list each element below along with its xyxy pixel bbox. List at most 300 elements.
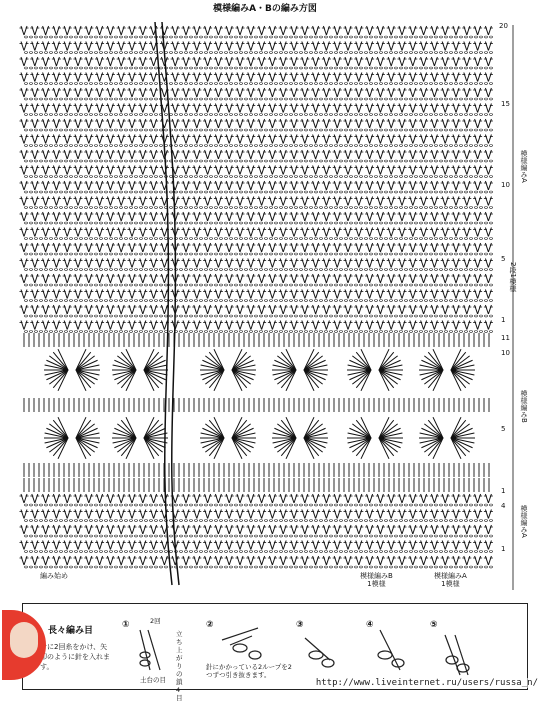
- chain-stitch: [85, 52, 88, 54]
- v-stitch: [95, 26, 104, 35]
- chain-stitch: [235, 98, 238, 100]
- chain-stitch: [315, 98, 318, 100]
- chain-stitch: [60, 98, 63, 100]
- chain-stitch: [490, 160, 493, 162]
- chain-stitch: [105, 129, 108, 131]
- v-stitch: [365, 73, 374, 82]
- chain-stitch: [195, 114, 198, 116]
- chain-stitch: [300, 145, 303, 147]
- chain-stitch: [440, 160, 443, 162]
- chain-stitch: [315, 67, 318, 69]
- chain-stitch: [225, 52, 228, 54]
- chain-stitch: [280, 114, 283, 116]
- chain-stitch: [410, 98, 413, 100]
- v-stitch: [408, 42, 417, 51]
- chain-stitch: [445, 114, 448, 116]
- chain-stitch: [370, 36, 373, 38]
- chain-stitch: [135, 83, 138, 85]
- chain-stitch: [340, 160, 343, 162]
- chain-stitch: [360, 160, 363, 162]
- chain-stitch: [400, 98, 403, 100]
- chain-stitch: [345, 36, 348, 38]
- v-stitch: [398, 88, 407, 97]
- chain-stitch: [435, 83, 438, 85]
- v-stitch: [376, 57, 385, 66]
- v-stitch: [333, 88, 342, 97]
- chain-stitch: [305, 52, 308, 54]
- v-stitch: [74, 42, 83, 51]
- chain-stitch: [240, 160, 243, 162]
- v-stitch: [106, 26, 115, 35]
- v-stitch: [30, 57, 39, 66]
- chain-stitch: [115, 83, 118, 85]
- v-stitch: [171, 119, 180, 128]
- v-stitch: [20, 166, 29, 175]
- v-stitch: [171, 26, 180, 35]
- chain-stitch: [45, 129, 48, 131]
- chain-stitch: [260, 98, 263, 100]
- chain-stitch: [45, 83, 48, 85]
- v-stitch: [95, 57, 104, 66]
- chain-stitch: [250, 83, 253, 85]
- chain-stitch: [230, 98, 233, 100]
- v-stitch: [117, 88, 126, 97]
- chain-stitch: [340, 129, 343, 131]
- chain-stitch: [150, 36, 153, 38]
- chain-stitch: [45, 114, 48, 116]
- chain-stitch: [355, 36, 358, 38]
- chain-stitch: [45, 145, 48, 147]
- chain-stitch: [200, 36, 203, 38]
- chain-stitch: [340, 67, 343, 69]
- chain-stitch: [415, 52, 418, 54]
- v-stitch: [106, 88, 115, 97]
- chain-stitch: [450, 98, 453, 100]
- v-stitch: [257, 57, 266, 66]
- chain-stitch: [265, 114, 268, 116]
- chain-stitch: [105, 67, 108, 69]
- chain-stitch: [145, 36, 148, 38]
- chain-stitch: [425, 129, 428, 131]
- chain-stitch: [250, 160, 253, 162]
- v-stitch: [192, 88, 201, 97]
- chain-stitch: [395, 52, 398, 54]
- chain-stitch: [330, 67, 333, 69]
- v-stitch: [171, 42, 180, 51]
- chain-stitch: [190, 67, 193, 69]
- v-stitch: [95, 119, 104, 128]
- v-stitch: [182, 119, 191, 128]
- v-stitch: [257, 135, 266, 144]
- v-stitch: [257, 104, 266, 113]
- chain-stitch: [40, 52, 43, 54]
- chain-stitch: [200, 52, 203, 54]
- chain-stitch: [75, 160, 78, 162]
- chain-stitch: [100, 129, 103, 131]
- v-stitch: [138, 166, 147, 175]
- chain-stitch: [240, 67, 243, 69]
- chain-stitch: [210, 129, 213, 131]
- chain-stitch: [130, 98, 133, 100]
- chain-stitch: [270, 36, 273, 38]
- v-stitch: [333, 104, 342, 113]
- chain-stitch: [415, 98, 418, 100]
- v-stitch: [279, 150, 288, 159]
- chain-stitch: [350, 145, 353, 147]
- chain-stitch: [95, 52, 98, 54]
- chain-stitch: [155, 67, 158, 69]
- chain-stitch: [485, 145, 488, 147]
- chain-stitch: [60, 67, 63, 69]
- v-stitch: [462, 104, 471, 113]
- chain-stitch: [390, 67, 393, 69]
- chain-stitch: [110, 114, 113, 116]
- v-stitch: [246, 57, 255, 66]
- chain-stitch: [335, 114, 338, 116]
- chain-stitch: [275, 145, 278, 147]
- v-stitch: [290, 42, 299, 51]
- chain-stitch: [450, 83, 453, 85]
- chain-stitch: [320, 67, 323, 69]
- v-stitch: [246, 73, 255, 82]
- v-stitch: [452, 104, 461, 113]
- chain-stitch: [235, 114, 238, 116]
- chain-stitch: [470, 67, 473, 69]
- chain-stitch: [155, 98, 158, 100]
- chain-stitch: [330, 52, 333, 54]
- chain-stitch: [380, 114, 383, 116]
- v-stitch: [52, 104, 61, 113]
- chain-stitch: [430, 83, 433, 85]
- v-stitch: [106, 166, 115, 175]
- chain-stitch: [50, 83, 53, 85]
- chain-stitch: [170, 98, 173, 100]
- v-stitch: [268, 119, 277, 128]
- v-stitch: [322, 104, 331, 113]
- row-number: 20: [499, 22, 508, 30]
- v-stitch: [214, 42, 223, 51]
- v-stitch: [419, 57, 428, 66]
- v-stitch: [95, 150, 104, 159]
- chain-stitch: [185, 98, 188, 100]
- chain-stitch: [380, 52, 383, 54]
- chain-stitch: [370, 145, 373, 147]
- chain-stitch: [460, 52, 463, 54]
- chain-stitch: [400, 52, 403, 54]
- chain-stitch: [310, 160, 313, 162]
- chain-stitch: [95, 145, 98, 147]
- v-stitch: [430, 42, 439, 51]
- chain-stitch: [415, 129, 418, 131]
- v-stitch: [20, 73, 29, 82]
- chain-stitch: [475, 67, 478, 69]
- chain-stitch: [475, 98, 478, 100]
- v-stitch: [95, 42, 104, 51]
- chain-stitch: [405, 52, 408, 54]
- chain-stitch: [440, 83, 443, 85]
- chain-stitch: [425, 160, 428, 162]
- chain-stitch: [245, 129, 248, 131]
- chain-stitch: [435, 129, 438, 131]
- chain-stitch: [325, 83, 328, 85]
- chain-stitch: [265, 160, 268, 162]
- chain-stitch: [80, 98, 83, 100]
- v-stitch: [257, 42, 266, 51]
- v-stitch: [279, 104, 288, 113]
- v-stitch: [128, 119, 137, 128]
- chain-stitch: [35, 160, 38, 162]
- chain-stitch: [275, 160, 278, 162]
- chain-stitch: [195, 145, 198, 147]
- v-stitch: [214, 73, 223, 82]
- chain-stitch: [35, 129, 38, 131]
- chain-stitch: [340, 98, 343, 100]
- v-stitch: [387, 150, 396, 159]
- chain-stitch: [55, 36, 58, 38]
- chain-stitch: [380, 36, 383, 38]
- v-stitch: [333, 26, 342, 35]
- v-stitch: [419, 88, 428, 97]
- chain-stitch: [180, 98, 183, 100]
- v-stitch: [408, 104, 417, 113]
- chain-stitch: [145, 83, 148, 85]
- chain-stitch: [60, 36, 63, 38]
- v-stitch: [430, 26, 439, 35]
- chain-stitch: [245, 114, 248, 116]
- chain-stitch: [215, 145, 218, 147]
- chain-stitch: [260, 67, 263, 69]
- chain-stitch: [390, 52, 393, 54]
- chain-stitch: [300, 52, 303, 54]
- v-stitch: [311, 88, 320, 97]
- chain-stitch: [285, 145, 288, 147]
- chain-stitch: [135, 52, 138, 54]
- chain-stitch: [45, 98, 48, 100]
- chain-stitch: [430, 114, 433, 116]
- chain-stitch: [165, 36, 168, 38]
- step-3-number: ③: [296, 620, 304, 630]
- v-stitch: [182, 73, 191, 82]
- legend-intro-text: 針に2回糸をかけ、矢印のように針を入れます。: [40, 642, 110, 672]
- chain-stitch: [190, 36, 193, 38]
- chain-stitch: [340, 114, 343, 116]
- v-stitch: [311, 104, 320, 113]
- v-stitch: [192, 150, 201, 159]
- chain-stitch: [145, 98, 148, 100]
- chain-stitch: [385, 145, 388, 147]
- chain-stitch: [360, 52, 363, 54]
- chain-stitch: [100, 145, 103, 147]
- chain-stitch: [120, 160, 123, 162]
- chain-stitch: [175, 36, 178, 38]
- chain-stitch: [110, 83, 113, 85]
- chain-stitch: [35, 145, 38, 147]
- v-stitch: [192, 104, 201, 113]
- chain-stitch: [140, 145, 143, 147]
- chain-stitch: [405, 114, 408, 116]
- v-stitch: [214, 119, 223, 128]
- v-stitch: [462, 42, 471, 51]
- v-stitch: [290, 26, 299, 35]
- v-stitch: [192, 135, 201, 144]
- v-stitch: [171, 57, 180, 66]
- chain-stitch: [80, 145, 83, 147]
- chain-stitch: [100, 160, 103, 162]
- chain-stitch: [310, 83, 313, 85]
- v-stitch: [203, 73, 212, 82]
- chain-stitch: [190, 83, 193, 85]
- chain-stitch: [185, 36, 188, 38]
- chain-stitch: [470, 145, 473, 147]
- chain-stitch: [90, 83, 93, 85]
- v-stitch: [300, 42, 309, 51]
- chain-stitch: [65, 52, 68, 54]
- v-stitch: [171, 104, 180, 113]
- chain-stitch: [280, 83, 283, 85]
- chain-stitch: [60, 129, 63, 131]
- chain-stitch: [225, 145, 228, 147]
- v-stitch: [30, 104, 39, 113]
- v-stitch: [344, 135, 353, 144]
- v-stitch: [225, 104, 234, 113]
- chain-stitch: [440, 129, 443, 131]
- chain-stitch: [450, 160, 453, 162]
- chain-stitch: [40, 114, 43, 116]
- chain-stitch: [435, 67, 438, 69]
- chain-stitch: [100, 98, 103, 100]
- v-stitch: [74, 57, 83, 66]
- chain-stitch: [185, 67, 188, 69]
- repeat-label: 2段1模様: [508, 262, 518, 292]
- v-stitch: [138, 88, 147, 97]
- chain-stitch: [310, 98, 313, 100]
- v-stitch: [354, 73, 363, 82]
- chain-stitch: [270, 160, 273, 162]
- chain-stitch: [435, 145, 438, 147]
- chain-stitch: [430, 67, 433, 69]
- v-stitch: [30, 135, 39, 144]
- chain-stitch: [160, 67, 163, 69]
- chain-stitch: [420, 67, 423, 69]
- chain-stitch: [225, 160, 228, 162]
- chain-stitch: [260, 52, 263, 54]
- v-stitch: [192, 42, 201, 51]
- chain-stitch: [260, 145, 263, 147]
- chain-stitch: [45, 36, 48, 38]
- chain-stitch: [30, 83, 33, 85]
- chain-stitch: [410, 83, 413, 85]
- v-stitch: [473, 42, 482, 51]
- chain-stitch: [220, 114, 223, 116]
- chain-stitch: [115, 160, 118, 162]
- chain-stitch: [245, 160, 248, 162]
- v-stitch: [236, 88, 245, 97]
- chain-stitch: [205, 114, 208, 116]
- chain-stitch: [300, 129, 303, 131]
- chain-stitch: [170, 36, 173, 38]
- chain-stitch: [125, 129, 128, 131]
- v-stitch: [30, 119, 39, 128]
- chain-stitch: [40, 98, 43, 100]
- chain-stitch: [185, 83, 188, 85]
- v-stitch: [149, 88, 158, 97]
- v-stitch: [149, 166, 158, 175]
- chain-stitch: [345, 83, 348, 85]
- chain-stitch: [385, 83, 388, 85]
- v-stitch: [430, 57, 439, 66]
- v-stitch: [138, 119, 147, 128]
- v-stitch: [354, 57, 363, 66]
- v-stitch: [63, 57, 72, 66]
- chain-stitch: [180, 52, 183, 54]
- v-stitch: [268, 57, 277, 66]
- v-stitch: [441, 88, 450, 97]
- v-stitch: [106, 119, 115, 128]
- v-stitch: [473, 104, 482, 113]
- chain-stitch: [190, 160, 193, 162]
- chain-stitch: [420, 36, 423, 38]
- chain-stitch: [350, 36, 353, 38]
- chain-stitch: [150, 160, 153, 162]
- chain-stitch: [290, 114, 293, 116]
- chain-stitch: [355, 52, 358, 54]
- v-stitch: [344, 57, 353, 66]
- step-5-number: ⑤: [430, 620, 438, 630]
- v-stitch: [290, 119, 299, 128]
- v-stitch: [311, 26, 320, 35]
- chain-stitch: [30, 52, 33, 54]
- chain-stitch: [50, 67, 53, 69]
- v-stitch: [41, 42, 50, 51]
- chain-stitch: [100, 114, 103, 116]
- chain-stitch: [285, 67, 288, 69]
- v-stitch: [484, 135, 493, 144]
- v-stitch: [63, 73, 72, 82]
- v-stitch: [344, 119, 353, 128]
- chain-stitch: [220, 36, 223, 38]
- chain-stitch: [350, 83, 353, 85]
- v-stitch: [484, 150, 493, 159]
- chain-stitch: [405, 160, 408, 162]
- chain-stitch: [400, 114, 403, 116]
- v-stitch: [290, 57, 299, 66]
- chain-stitch: [95, 98, 98, 100]
- v-stitch: [430, 135, 439, 144]
- chain-stitch: [375, 67, 378, 69]
- v-stitch: [376, 42, 385, 51]
- v-stitch: [117, 57, 126, 66]
- pattern-a-repeat-label: 模様編みA 1模様: [434, 572, 467, 588]
- v-stitch: [84, 57, 93, 66]
- chain-stitch: [30, 67, 33, 69]
- chain-stitch: [135, 160, 138, 162]
- chain-stitch: [265, 98, 268, 100]
- v-stitch: [473, 26, 482, 35]
- chain-stitch: [470, 160, 473, 162]
- chain-stitch: [70, 36, 73, 38]
- chain-stitch: [455, 83, 458, 85]
- chain-stitch: [140, 52, 143, 54]
- chain-stitch: [380, 83, 383, 85]
- v-stitch: [128, 150, 137, 159]
- chain-stitch: [300, 114, 303, 116]
- chain-stitch: [365, 52, 368, 54]
- v-stitch: [84, 88, 93, 97]
- v-stitch: [257, 88, 266, 97]
- chain-stitch: [345, 145, 348, 147]
- chain-stitch: [370, 98, 373, 100]
- chain-stitch: [415, 67, 418, 69]
